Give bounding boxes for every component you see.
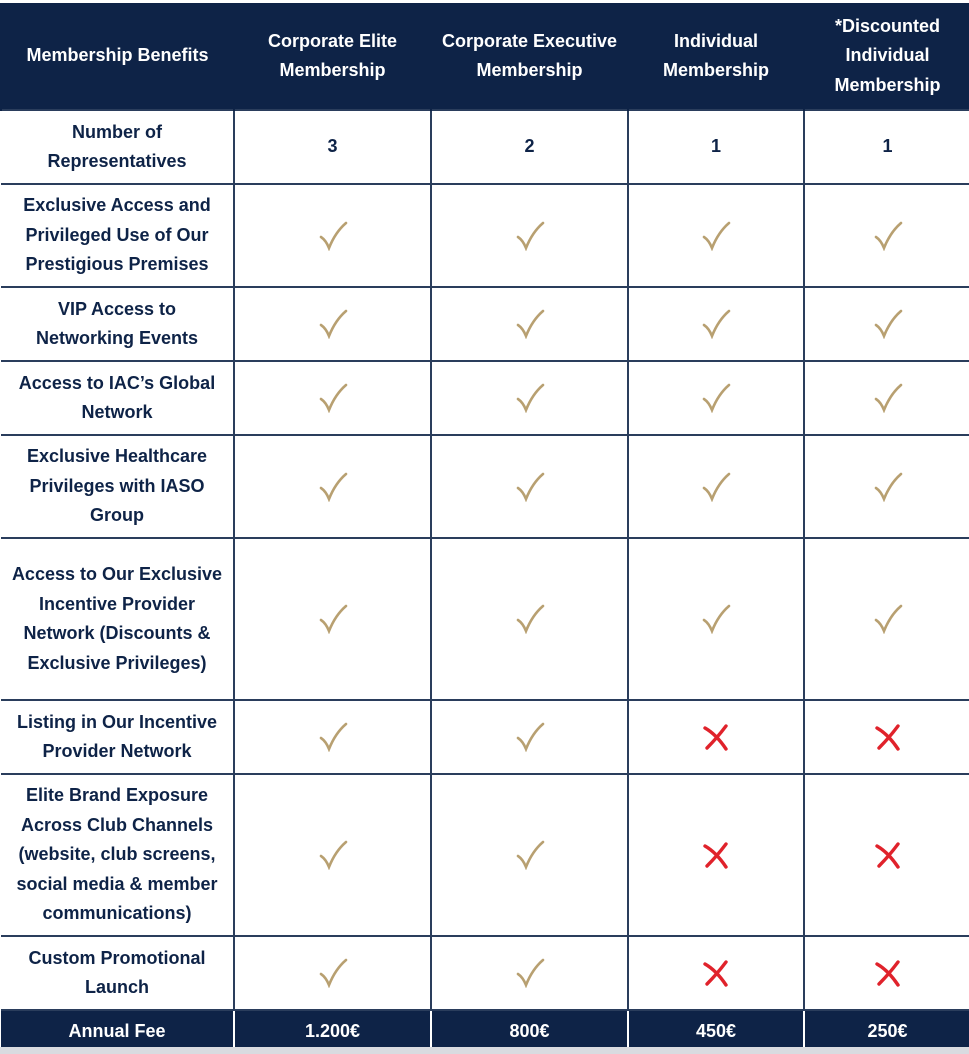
included-cell	[234, 936, 431, 1010]
check-icon	[515, 309, 545, 339]
check-icon	[515, 383, 545, 413]
included-cell	[628, 361, 804, 435]
included-cell	[804, 361, 969, 435]
benefit-label: Access to Our Exclusive Incentive Provider Network (Discounts & Exclusive Privileges)	[1, 538, 234, 700]
included-cell	[804, 435, 969, 538]
included-cell	[234, 700, 431, 774]
check-icon	[515, 840, 545, 870]
header-row	[1, 3, 969, 110]
representatives-count: 1	[628, 110, 804, 184]
check-icon	[873, 383, 903, 413]
not-included-cell	[628, 700, 804, 774]
cross-icon	[873, 840, 903, 870]
table-row	[1, 287, 969, 361]
table-row	[1, 361, 969, 435]
check-icon	[318, 221, 348, 251]
header-individual: Individual Membership	[628, 3, 804, 110]
annual-fee-value: 250€	[804, 1010, 969, 1053]
header-corporate-executive: Corporate Executive Membership	[431, 3, 628, 110]
annual-fee-label: Annual Fee	[1, 1010, 234, 1053]
included-cell	[234, 774, 431, 936]
check-icon	[873, 221, 903, 251]
included-cell	[431, 184, 628, 287]
included-cell	[431, 774, 628, 936]
check-icon	[318, 383, 348, 413]
check-icon	[318, 604, 348, 634]
included-cell	[234, 287, 431, 361]
table-row	[1, 774, 969, 936]
annual-fee-value: 800€	[431, 1010, 628, 1053]
table-row	[1, 700, 969, 774]
check-icon	[318, 958, 348, 988]
header-benefits: Membership Benefits	[1, 3, 234, 110]
check-icon	[515, 221, 545, 251]
included-cell	[234, 184, 431, 287]
included-cell	[804, 287, 969, 361]
included-cell	[431, 287, 628, 361]
included-cell	[804, 184, 969, 287]
not-included-cell	[804, 936, 969, 1010]
header-corporate-elite: Corporate Elite Membership	[234, 3, 431, 110]
bottom-divider	[0, 1047, 969, 1054]
included-cell	[234, 435, 431, 538]
benefit-label: Custom Promotional Launch	[1, 936, 234, 1010]
included-cell	[431, 700, 628, 774]
table-row	[1, 435, 969, 538]
representatives-count: 3	[234, 110, 431, 184]
representatives-count: 2	[431, 110, 628, 184]
check-icon	[873, 309, 903, 339]
table-row	[1, 110, 969, 184]
cross-icon	[701, 722, 731, 752]
benefit-label: Number of Representatives	[1, 110, 234, 184]
included-cell	[628, 184, 804, 287]
not-included-cell	[804, 700, 969, 774]
check-icon	[515, 604, 545, 634]
check-icon	[873, 472, 903, 502]
representatives-count: 1	[804, 110, 969, 184]
benefit-label: Access to IAC’s Global Network	[1, 361, 234, 435]
cross-icon	[701, 840, 731, 870]
included-cell	[431, 361, 628, 435]
not-included-cell	[628, 774, 804, 936]
check-icon	[701, 472, 731, 502]
annual-fee-value: 450€	[628, 1010, 804, 1053]
cross-icon	[873, 958, 903, 988]
cross-icon	[701, 958, 731, 988]
check-icon	[318, 722, 348, 752]
included-cell	[431, 936, 628, 1010]
cross-icon	[873, 722, 903, 752]
included-cell	[431, 435, 628, 538]
included-cell	[628, 435, 804, 538]
header-discounted-individual: *Discounted Individual Membership	[804, 3, 969, 110]
included-cell	[628, 287, 804, 361]
membership-comparison	[0, 3, 969, 1053]
benefit-label: VIP Access to Networking Events	[1, 287, 234, 361]
check-icon	[515, 722, 545, 752]
benefit-label: Exclusive Healthcare Privileges with IASO Group	[1, 435, 234, 538]
not-included-cell	[628, 936, 804, 1010]
included-cell	[628, 538, 804, 700]
benefit-label: Elite Brand Exposure Across Club Channels (website, club screens, social media & member communications)	[1, 774, 234, 936]
check-icon	[701, 221, 731, 251]
check-icon	[318, 309, 348, 339]
check-icon	[873, 604, 903, 634]
not-included-cell	[804, 774, 969, 936]
annual-fee-value: 1.200€	[234, 1010, 431, 1053]
included-cell	[234, 538, 431, 700]
included-cell	[804, 538, 969, 700]
check-icon	[318, 472, 348, 502]
check-icon	[701, 309, 731, 339]
table-row	[1, 184, 969, 287]
table-row	[1, 538, 969, 700]
benefit-label: Exclusive Access and Privileged Use of Our Prestigious Premises	[1, 184, 234, 287]
included-cell	[234, 361, 431, 435]
check-icon	[515, 958, 545, 988]
check-icon	[515, 472, 545, 502]
benefit-label: Listing in Our Incentive Provider Network	[1, 700, 234, 774]
check-icon	[318, 840, 348, 870]
membership-table	[0, 3, 969, 1053]
table-row	[1, 936, 969, 1010]
included-cell	[431, 538, 628, 700]
check-icon	[701, 383, 731, 413]
check-icon	[701, 604, 731, 634]
